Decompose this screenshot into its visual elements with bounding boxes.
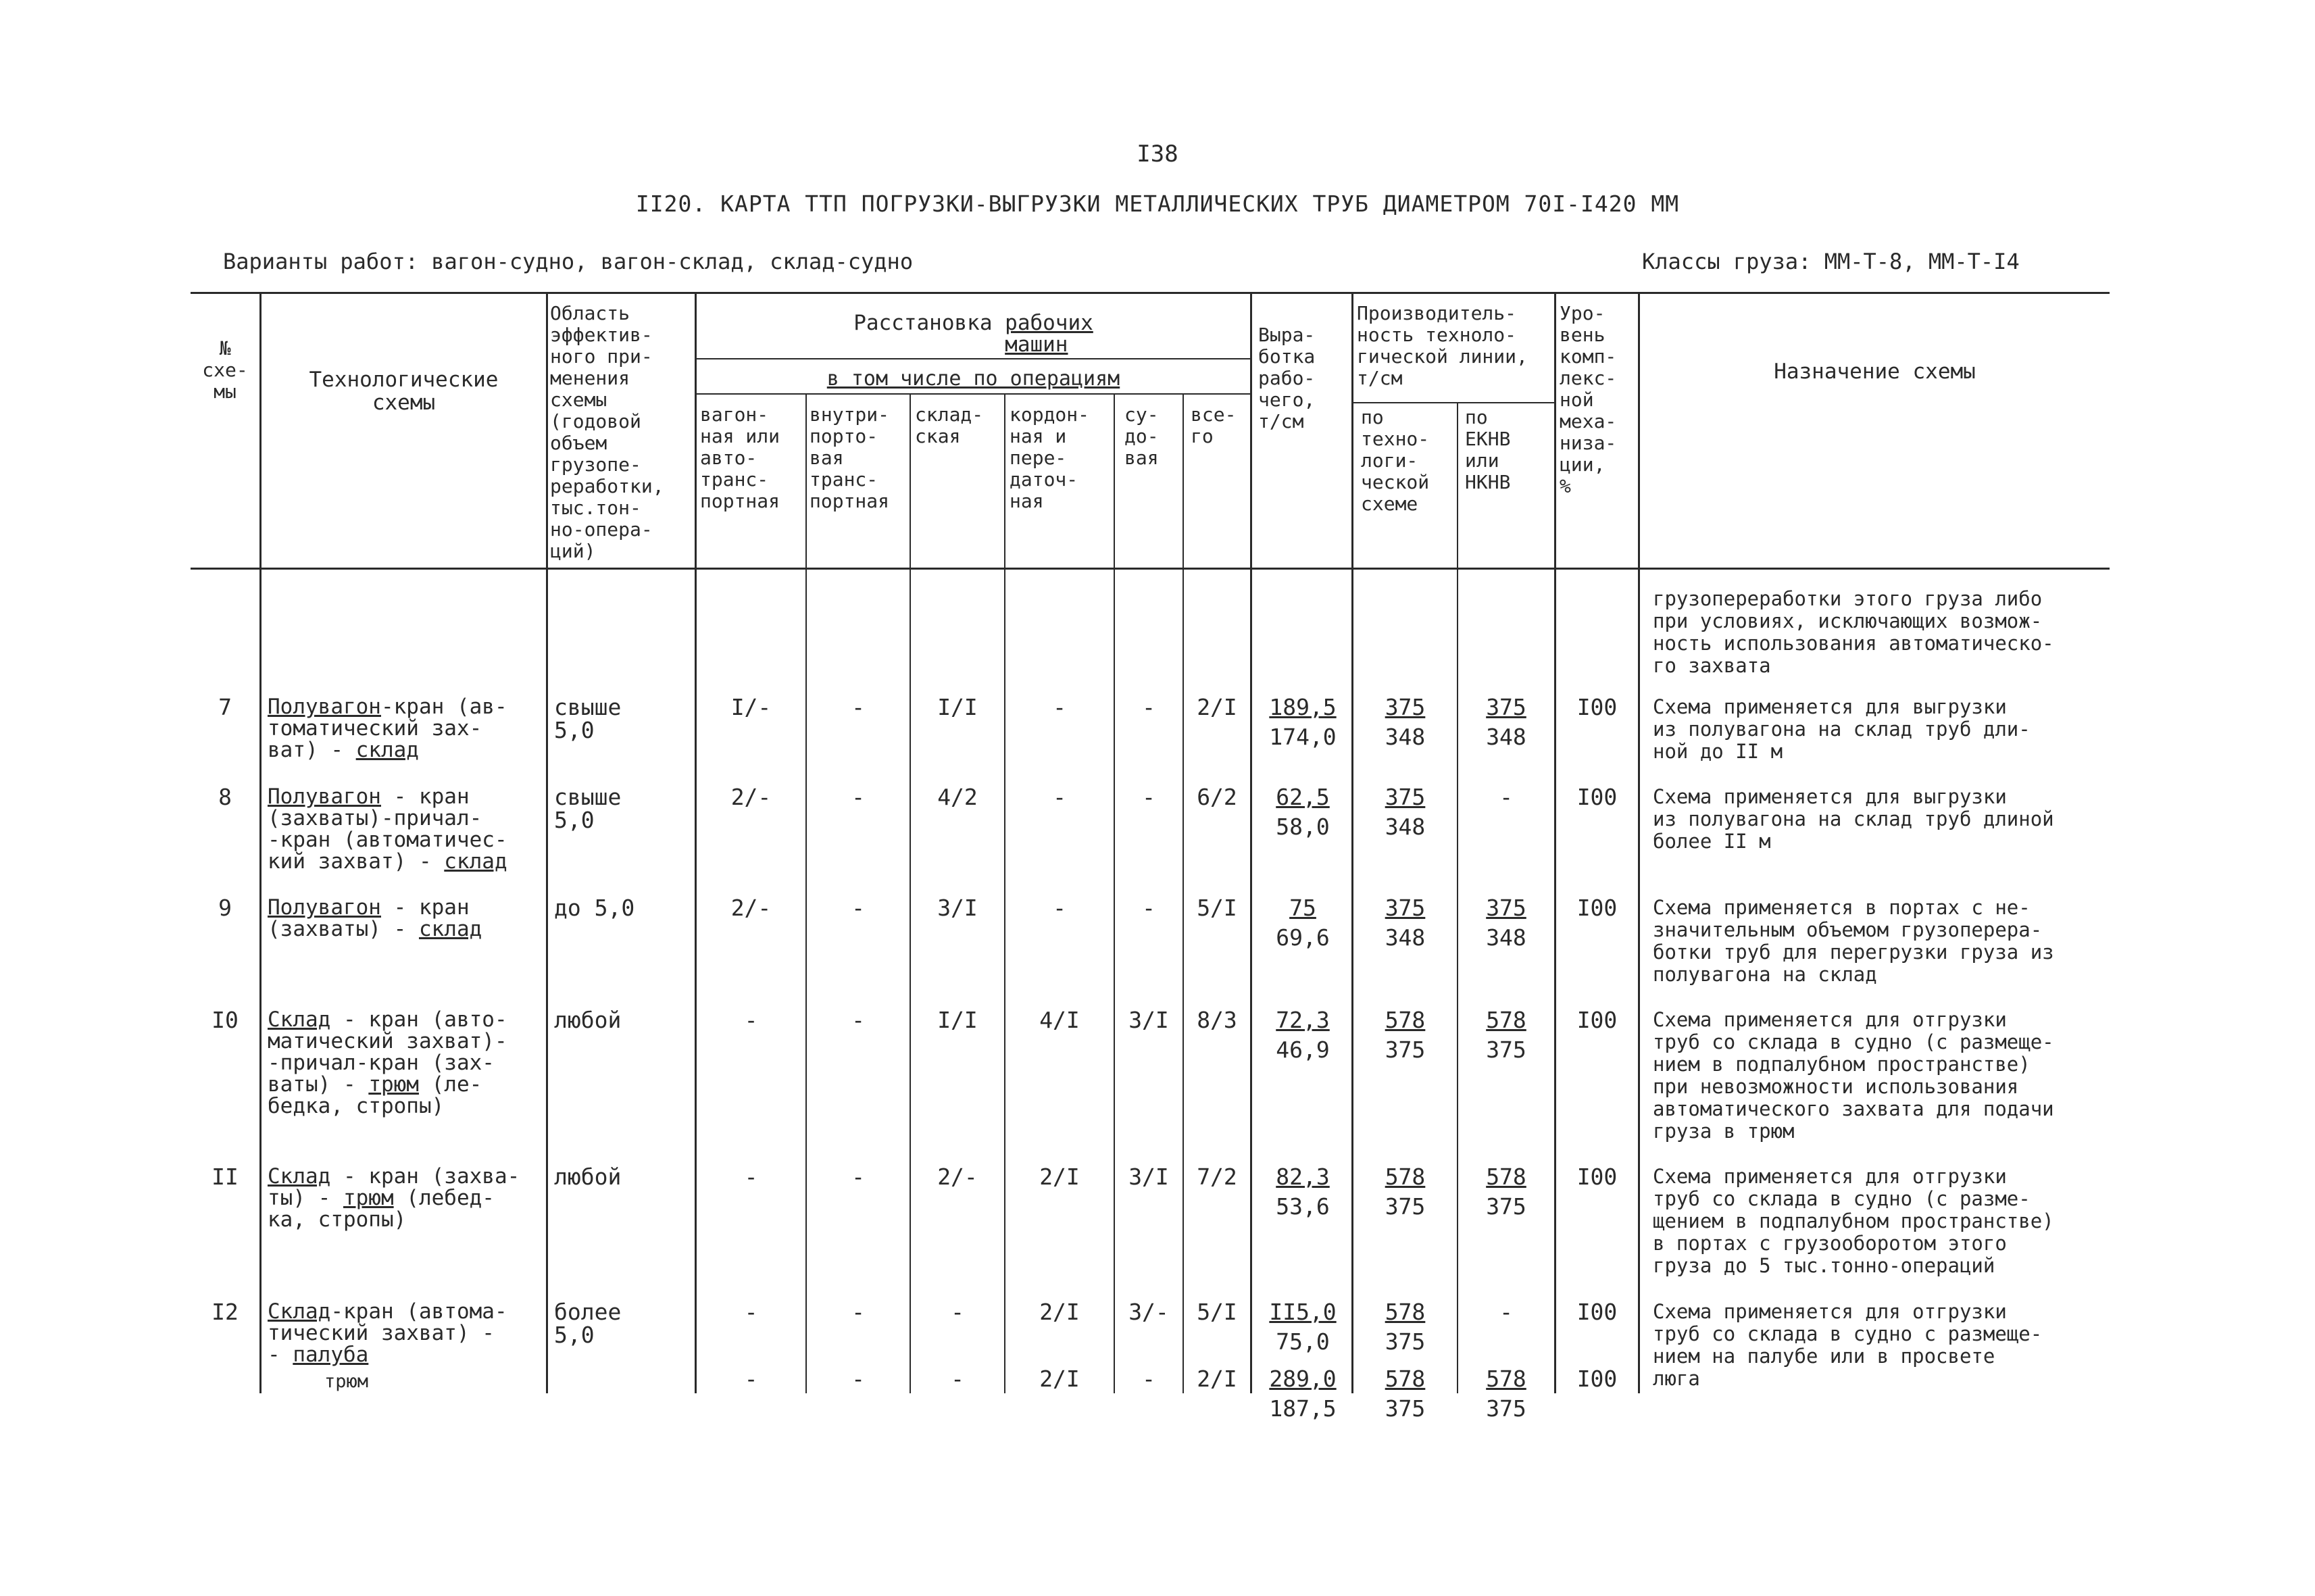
cell-prod-scheme-top: 375	[1385, 895, 1426, 921]
header-by-tech-scheme: по техно- логи- ческой схеме	[1361, 406, 1430, 515]
cell-total: 5/I	[1197, 1299, 1237, 1325]
cell-ship: -	[1142, 784, 1155, 810]
cell-wagon: -	[744, 1164, 758, 1190]
cell-output-bottom: 58,0	[1276, 814, 1330, 840]
tech-scheme-part: Полувагон	[268, 784, 381, 809]
cell-tech-scheme	[268, 1009, 507, 1117]
cell-output-top: 72,3	[1276, 1007, 1330, 1033]
cell-wagon: 2/-	[730, 895, 772, 921]
cell-warehouse: I/I	[937, 694, 978, 720]
cell-ship: 3/-	[1128, 1299, 1169, 1325]
header-quay-transfer: кордон- ная и пере- даточ- ная	[1010, 403, 1090, 512]
cell-total: 2/I	[1197, 694, 1237, 720]
tech-scheme-part: Склад	[268, 1299, 331, 1324]
tech-scheme-part: (лебед- ка, стропы)	[268, 1186, 495, 1232]
cell-output-top: 62,5	[1276, 784, 1330, 810]
cell-output-bottom: 53,6	[1276, 1193, 1330, 1220]
cell-wagon: -	[744, 1007, 758, 1033]
cell-num: 7	[218, 694, 232, 720]
header-worker-output: Выра- ботка рабо- чего, т/см	[1258, 324, 1316, 432]
cell-warehouse: -	[951, 1366, 964, 1392]
tech-scheme-part: -кран (ав- томатический зах- ват) -	[268, 695, 507, 762]
cell-prod-scheme-top: 375	[1385, 694, 1426, 720]
cell-area: до 5,0	[554, 895, 635, 921]
cell-ship: 3/I	[1128, 1007, 1169, 1033]
tech-scheme-part: трюм	[343, 1186, 394, 1210]
cell-output-bottom: 46,9	[1276, 1037, 1330, 1063]
cell-level: I00	[1576, 1299, 1618, 1325]
cell-area: свыше 5,0	[554, 784, 622, 833]
cell-prod-scheme-bottom: 375	[1385, 1328, 1426, 1355]
header-ship-ops: су- до- вая	[1124, 403, 1159, 469]
cell-level: I00	[1576, 1164, 1618, 1190]
cell-prod-scheme-bottom: 375	[1385, 1395, 1426, 1422]
tech-scheme-part: Полувагон	[268, 695, 381, 719]
cell-prod-scheme-top: 578	[1385, 1299, 1426, 1325]
header-warehouse-ops: склад- ская	[915, 403, 984, 447]
cell-tech-scheme	[268, 696, 507, 761]
cell-output-top: 289,0	[1269, 1366, 1337, 1392]
cell-num: I2	[211, 1299, 239, 1325]
cell-intra: -	[851, 1164, 865, 1190]
cell-prod-ekhv-top: -	[1499, 1299, 1513, 1325]
cell-warehouse: 3/I	[937, 895, 978, 921]
tech-scheme-part: трюм	[368, 1072, 419, 1097]
work-variants: Варианты работ: вагон-судно, вагон-склад, склад-судно	[223, 249, 914, 274]
cell-prod-ekhv-top: 375	[1486, 895, 1526, 921]
cell-level: I00	[1576, 694, 1618, 720]
header-mechanization-level: Уро- вень комп- лекс- ной меха- низа- ции, %	[1560, 302, 1617, 497]
header-application-area: Область эффектив- ного при- менения схемы (годовой объем грузопе- реработки, тыс.тон- но-опера- ций)	[550, 302, 664, 562]
cell-tech-scheme	[268, 1301, 507, 1366]
cell-prod-ekhv-bottom: 348	[1486, 724, 1526, 750]
cell-tech-subscheme: трюм	[324, 1371, 369, 1392]
cell-wagon: -	[744, 1366, 758, 1392]
cell-prod-ekhv-bottom: 375	[1486, 1395, 1526, 1422]
tech-scheme-part: (ле- бедка, стропы)	[268, 1072, 482, 1118]
cell-tech-scheme	[268, 1166, 520, 1230]
tech-scheme-part: - кран (захва- ты) -	[268, 1164, 520, 1210]
cell-level: I00	[1576, 784, 1618, 810]
cell-total: 5/I	[1197, 895, 1237, 921]
cell-prod-scheme-bottom: 375	[1385, 1193, 1426, 1220]
tech-scheme-part: Склад	[268, 1007, 331, 1032]
cell-prod-ekhv-bottom: 348	[1486, 924, 1526, 951]
cell-num: 8	[218, 784, 232, 810]
cell-prod-scheme-bottom: 348	[1385, 724, 1426, 750]
cell-output-bottom: 174,0	[1269, 724, 1337, 750]
tech-scheme-part: - кран (захваты)-причал- -кран (автоматичес- кий захват) -	[268, 784, 507, 874]
cell-purpose: Схема применяется для отгрузки труб со склада в судно (с разме- щением в подпалубном пространстве) в портах с грузооборотом этого груза до 5 тыс.тонно-операций	[1653, 1165, 2054, 1277]
header-intraport-transport: внутри- порто- вая транс- портная	[810, 403, 890, 512]
cell-quay: 4/I	[1039, 1007, 1080, 1033]
cell-purpose: Схема применяется для отгрузки труб со склада в судно (с размеще- нием в подпалубном пространстве) при невозможности использования автоматического захвата для подачи груза в трюм	[1653, 1008, 2054, 1143]
cargo-classes: Классы груза: ММ-Т-8, ММ-Т-I4	[1642, 249, 2020, 274]
cell-quay: -	[1053, 895, 1066, 921]
cell-warehouse: 2/-	[937, 1164, 978, 1190]
cell-purpose: Схема применяется для отгрузки труб со склада в судно с размеще- нием на палубе или в просвете люга	[1653, 1300, 2043, 1390]
page-number: I38	[1137, 141, 1178, 168]
header-wagon-transport: вагон- ная или авто- транс- портная	[700, 403, 780, 512]
tech-scheme-part: Полувагон	[268, 895, 381, 920]
cell-purpose: Схема применяется для выгрузки из полувагона на склад труб дли- ной до II м	[1653, 695, 2031, 763]
tech-scheme-part: -кран (автома- тический захват) - -	[268, 1299, 507, 1367]
cell-prod-scheme-top: 375	[1385, 784, 1426, 810]
cell-area: любой	[554, 1164, 622, 1190]
cell-prod-scheme-bottom: 348	[1385, 924, 1426, 951]
header-tech-schemes: Технологические схемы	[309, 368, 499, 415]
cell-output-top: 82,3	[1276, 1164, 1330, 1190]
continuation-purpose-text: грузопереработки этого груза либо при условиях, исключающих возмож- ность использования автоматическо- го захвата	[1653, 587, 2054, 677]
cell-prod-scheme-bottom: 348	[1385, 814, 1426, 840]
cell-prod-scheme-top: 578	[1385, 1366, 1426, 1392]
header-by-ekhv: по ЕКНВ или НКНВ	[1465, 406, 1511, 493]
cell-output-top: 189,5	[1269, 694, 1337, 720]
cell-output-bottom: 187,5	[1269, 1395, 1337, 1422]
cell-quay: 2/I	[1039, 1366, 1080, 1392]
tech-scheme-part: склад	[444, 849, 507, 874]
cell-level: I00	[1576, 1366, 1618, 1392]
cell-tech-scheme	[268, 897, 482, 940]
cell-output-bottom: 75,0	[1276, 1328, 1330, 1355]
cell-area: любой	[554, 1007, 622, 1033]
tech-scheme-part: - кран (захваты) -	[268, 895, 470, 941]
cell-intra: -	[851, 784, 865, 810]
cell-prod-ekhv-top: 578	[1486, 1007, 1526, 1033]
tech-scheme-part: склад	[355, 738, 419, 762]
tech-scheme-part: Склад	[268, 1164, 331, 1189]
header-by-operations: в том числе по операциям	[826, 367, 1120, 391]
cell-total: 6/2	[1197, 784, 1237, 810]
header-arrangement: Расстановка рабочих машин	[853, 311, 1093, 357]
cell-purpose: Схема применяется в портах с не- значительным объемом грузоперера- ботки труб для перегрузки груза из полувагона на склад	[1653, 896, 2054, 986]
cell-quay: 2/I	[1039, 1164, 1080, 1190]
header-scheme-purpose: Назначение схемы	[1774, 359, 1976, 384]
cell-intra: -	[851, 1299, 865, 1325]
page-title: II20. КАРТА ТТП ПОГРУЗКИ-ВЫГРУЗКИ МЕТАЛЛИЧЕСКИХ ТРУБ ДИАМЕТРОМ 70I-I420 ММ	[635, 191, 1680, 217]
cell-prod-scheme-top: 578	[1385, 1164, 1426, 1190]
cell-total: 8/3	[1197, 1007, 1237, 1033]
tech-scheme-part: склад	[418, 917, 482, 941]
cell-prod-ekhv-bottom: 375	[1486, 1037, 1526, 1063]
cell-output-top: 75	[1289, 895, 1316, 921]
cell-wagon: 2/-	[730, 784, 772, 810]
cell-intra: -	[851, 1007, 865, 1033]
cell-area: свыше 5,0	[554, 694, 622, 743]
cell-level: I00	[1576, 1007, 1618, 1033]
tech-scheme-part: палуба	[293, 1343, 369, 1367]
cell-level: I00	[1576, 895, 1618, 921]
cell-ship: -	[1142, 895, 1155, 921]
cell-wagon: I/-	[730, 694, 772, 720]
header-scheme-number: № схе- мы	[202, 337, 248, 403]
cell-ship: 3/I	[1128, 1164, 1169, 1190]
cell-num: I0	[211, 1007, 239, 1033]
cell-prod-scheme-bottom: 375	[1385, 1037, 1426, 1063]
cell-total: 2/I	[1197, 1366, 1237, 1392]
cell-intra: -	[851, 1366, 865, 1392]
cell-intra: -	[851, 694, 865, 720]
cell-quay: -	[1053, 694, 1066, 720]
cell-num: II	[211, 1164, 239, 1190]
cell-ship: -	[1142, 694, 1155, 720]
cell-num: 9	[218, 895, 232, 921]
cell-output-bottom: 69,6	[1276, 924, 1330, 951]
cell-tech-scheme	[268, 786, 507, 872]
cell-total: 7/2	[1197, 1164, 1237, 1190]
tech-scheme-part: - кран (авто- матический захват)- -причал-кран (зах- ваты) -	[268, 1007, 507, 1097]
cell-prod-ekhv-bottom: 375	[1486, 1193, 1526, 1220]
cell-quay: 2/I	[1039, 1299, 1080, 1325]
cell-prod-scheme-top: 578	[1385, 1007, 1426, 1033]
cell-intra: -	[851, 895, 865, 921]
cell-prod-ekhv-top: 375	[1486, 694, 1526, 720]
cell-prod-ekhv-top: 578	[1486, 1366, 1526, 1392]
cell-warehouse: I/I	[937, 1007, 978, 1033]
header-line-productivity: Производитель- ность техноло- гической линии, т/см	[1357, 302, 1528, 389]
cell-output-top: II5,0	[1269, 1299, 1337, 1325]
cell-purpose: Схема применяется для выгрузки из полувагона на склад труб длиной более II м	[1653, 785, 2054, 853]
cell-warehouse: 4/2	[937, 784, 978, 810]
cell-wagon: -	[744, 1299, 758, 1325]
cell-quay: -	[1053, 784, 1066, 810]
cell-area: более 5,0	[554, 1299, 622, 1348]
cell-prod-ekhv-top: 578	[1486, 1164, 1526, 1190]
header-total: все- го	[1191, 403, 1237, 447]
cell-prod-ekhv-top: -	[1499, 784, 1513, 810]
cell-ship: -	[1142, 1366, 1155, 1392]
cell-warehouse: -	[951, 1299, 964, 1325]
